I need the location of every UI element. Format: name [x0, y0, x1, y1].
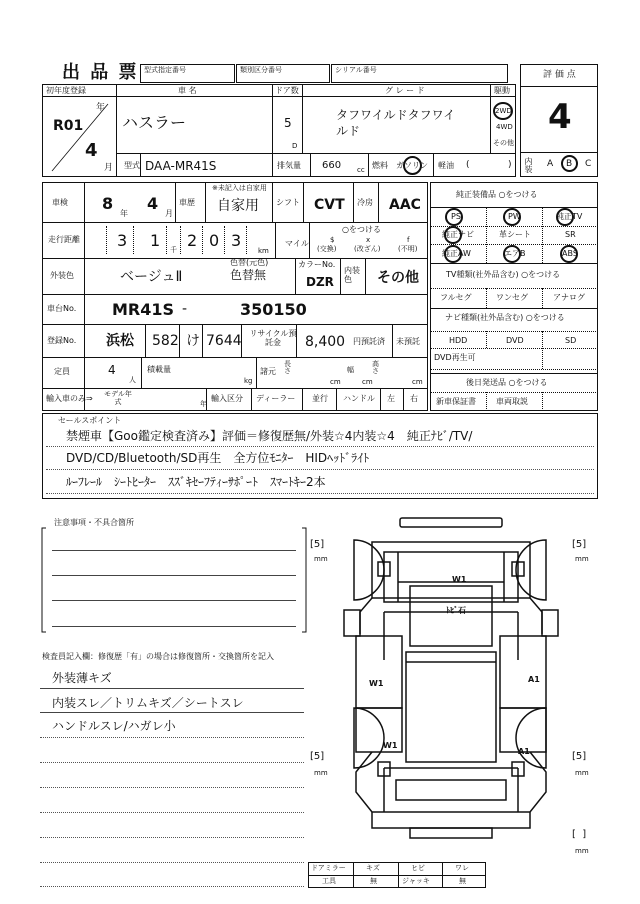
- equip-airbag-circle: [503, 245, 521, 263]
- equip-pw: PW: [508, 212, 521, 221]
- tread-fl-mm: mm: [314, 555, 328, 563]
- year-value: R01: [53, 118, 84, 134]
- distance-digit-3: 2: [187, 231, 198, 250]
- distance-km: km: [258, 247, 269, 255]
- shareki-note: ※未記入は自家用: [212, 184, 267, 192]
- inspector-label: 検査員記入欄：修復歴「有」の場合は修復箇所・交換箇所を記入: [42, 652, 274, 661]
- chassis-dash: -: [182, 301, 188, 317]
- damage-w1-left: W1: [369, 679, 384, 688]
- month-unit: 月: [104, 163, 114, 173]
- car-diagram: [300, 512, 600, 862]
- equip-tv-circle: [556, 208, 574, 226]
- navi-hdd: HDD: [449, 336, 468, 345]
- reg-label: 登録No.: [47, 336, 77, 345]
- drive-4wd: 4WD: [496, 123, 513, 131]
- capacity-value: 4: [108, 363, 116, 377]
- legend-tool: 工具: [322, 877, 336, 885]
- shamei-label: 車 名: [178, 86, 197, 95]
- import-heiko: 並行: [312, 394, 328, 403]
- damage-w1-rear: W1: [383, 741, 398, 750]
- exch2-label: (改ざん): [354, 245, 381, 253]
- naisou-label: 内装: [524, 157, 533, 173]
- hyoka-value: 4: [548, 97, 572, 137]
- legend-mirror: ドアミラー: [311, 864, 346, 872]
- tread-spare-mm: mm: [575, 847, 589, 855]
- caution-label: 注意事項・不具合箇所: [54, 518, 134, 527]
- tread-rl: [5]: [310, 751, 325, 762]
- grade-line2: ルド: [336, 124, 361, 138]
- width-label: 幅: [347, 366, 354, 374]
- year-unit: 年: [96, 103, 106, 113]
- tv-fullseg: フルセグ: [440, 293, 472, 302]
- after-manual: 車両取説: [496, 397, 528, 406]
- distance-label: 走行距離: [48, 235, 80, 244]
- color-label: 外装色: [50, 271, 74, 280]
- form-title: 出 品 票: [62, 62, 139, 83]
- distance-digit-1: 3: [117, 231, 128, 250]
- legend-kizu: キズ: [366, 864, 380, 872]
- grade-line1: タフワイルドタフワイ: [336, 108, 456, 122]
- tv-analog: アナログ: [553, 293, 585, 302]
- exch2: x: [366, 236, 371, 244]
- equip-sr: SR: [565, 230, 576, 239]
- reibo-label: 冷房: [357, 198, 373, 207]
- equip-aw-circle: [444, 245, 462, 263]
- interior-color-value: その他: [377, 270, 419, 286]
- len-label: 長さ: [284, 360, 291, 375]
- doors-label: ドア数: [275, 86, 299, 95]
- haiki-label: 排気量: [277, 161, 301, 170]
- sales-line3: ﾙｰﾌﾚｰﾙ ｼｰﾄﾋｰﾀｰ ｽｽﾞｷｾｰﾌﾃｨｰｻﾎﾟｰﾄ ｽﾏｰﾄｷｰ2本: [66, 475, 326, 489]
- equip-abs: ABS: [562, 249, 578, 258]
- recycle-value: 8,400: [305, 334, 346, 350]
- hyoka-label: 評 価 点: [543, 70, 576, 80]
- legend-jack: ジャッキ: [402, 877, 430, 885]
- equip-aw: 純正AW: [442, 249, 471, 258]
- orig-color-value: 色替無: [230, 268, 267, 282]
- color-no-label: カラーNo.: [298, 260, 336, 269]
- interior-color-label: 内装色: [344, 266, 360, 284]
- shaken-month: 4: [147, 194, 159, 213]
- navi-sd: SD: [565, 336, 577, 345]
- after-title: 後日発送品 ○をつける: [466, 378, 548, 387]
- import-dealer: ディーラー: [256, 394, 296, 403]
- note-item-3: ハンドルスレ/ハガレ小: [52, 719, 176, 733]
- tv-oneseg: ワンセグ: [496, 293, 528, 302]
- model-year-unit: 年: [200, 400, 207, 408]
- distance-digit-2: 1: [150, 231, 161, 250]
- tread-rl-mm: mm: [314, 769, 328, 777]
- model-year-label: モデル年式: [104, 390, 132, 406]
- tread-spare: [ ]: [572, 829, 587, 840]
- navi-title: ナビ種類(社外品含む) ○をつける: [445, 313, 565, 322]
- load-kg: kg: [244, 377, 253, 385]
- mark-note: ○をつける: [342, 225, 381, 234]
- katashiki-label: 型式指定番号: [144, 66, 186, 74]
- damage-a1-rear: A1: [518, 747, 530, 756]
- tv-title: TV種類(社外品含む) ○をつける: [446, 270, 561, 279]
- equip-tv: 純正TV: [556, 212, 583, 221]
- tread-fr-mm: mm: [575, 555, 589, 563]
- distance-digit-5: 3: [231, 231, 242, 250]
- recycle-none: 未預託: [396, 337, 420, 346]
- month-value: 4: [85, 140, 98, 161]
- kudo-label: 駆動: [494, 86, 510, 95]
- sales-label: セールスポイント: [58, 416, 122, 425]
- shaken-year-unit: 年: [120, 209, 128, 218]
- capacity-label: 定員: [54, 367, 70, 376]
- color-value: ベージュⅡ: [120, 269, 183, 285]
- import-kubun-label: 輸入区分: [211, 394, 243, 403]
- tread-fl: [5]: [310, 539, 325, 550]
- chassis-label: 車台No.: [47, 304, 77, 313]
- naisou-c: C: [585, 159, 592, 169]
- reg-place: 浜松: [106, 333, 134, 349]
- damage-stone: ﾄﾋﾞ石: [446, 606, 466, 615]
- equip-title: 純正装備品 ○をつける: [456, 190, 538, 199]
- exch3: f: [407, 236, 410, 244]
- grade-label: グ レ ー ド: [385, 86, 425, 95]
- equip-navi-circle: [444, 226, 462, 244]
- dvd-label: DVD再生可: [434, 353, 476, 362]
- distance-digit-4: 0: [209, 231, 220, 250]
- exch3-label: (不明): [398, 245, 418, 253]
- recycle-unit: 円預託済: [353, 337, 385, 346]
- load-label: 積載量: [147, 365, 171, 374]
- reg-class: 582: [152, 333, 179, 349]
- shareki-value: 自家用: [217, 198, 259, 214]
- reg-kana: け: [186, 333, 200, 349]
- katashiki-label2: 型式: [124, 161, 140, 170]
- fuel-paren-r: ): [508, 160, 512, 170]
- legend-ware: ワレ: [455, 864, 469, 872]
- equip-airbag: エアB: [504, 249, 526, 258]
- shaken-label: 車検: [52, 198, 68, 207]
- reg-number: 7644: [206, 333, 242, 349]
- drive-2wd: 2WD: [495, 107, 512, 115]
- shaken-month-unit: 月: [165, 209, 173, 218]
- handle-right: 右: [410, 394, 418, 403]
- exch1-label: (交換): [317, 245, 337, 253]
- model-code: DAA-MR41S: [145, 159, 217, 173]
- shift-value: CVT: [314, 197, 345, 213]
- height-cm: cm: [412, 378, 423, 386]
- equip-pw-circle: [503, 208, 521, 226]
- fuel-gas: ガソリン: [396, 161, 428, 170]
- sales-line1: 禁煙車【Goo鑑定検査済み】評価＝修復歴無/外装☆4内装☆4 純正ﾅﾋﾞ/TV/: [66, 429, 473, 443]
- color-no-value: DZR: [306, 275, 334, 289]
- damage-a1-right: A1: [528, 675, 540, 684]
- car-name: ハスラー: [122, 113, 187, 132]
- handle-label: ハンドル: [343, 394, 375, 403]
- legend-jack-value: 無: [459, 877, 466, 885]
- tread-fr: [5]: [572, 539, 587, 550]
- dim-label: 諸元: [260, 367, 276, 376]
- caution-bracket: [40, 520, 310, 640]
- fuel-paren-l: (: [466, 160, 470, 170]
- shareki-label: 車歴: [179, 198, 195, 207]
- naisou-b: B: [566, 159, 573, 169]
- equip-abs-circle: [560, 245, 578, 263]
- handle-left: 左: [387, 394, 395, 403]
- reibo-value: AAC: [389, 197, 421, 213]
- serial-label: シリアル番号: [335, 66, 377, 74]
- equip-leather: 革シート: [499, 230, 531, 239]
- equip-navi: 純正ナビ: [442, 230, 474, 239]
- fuel-label: 燃料: [372, 161, 388, 170]
- naisou-b-circle: [561, 155, 578, 172]
- chassis-model: MR41S: [112, 300, 175, 319]
- detail-box: [42, 182, 428, 411]
- shaken-year: 8: [102, 194, 114, 213]
- drive-other: その他: [493, 139, 514, 147]
- equip-ps-circle: [445, 208, 463, 226]
- drive-2wd-circle: [493, 102, 513, 120]
- import-label: 輸入車のみ⇒: [46, 394, 93, 403]
- shift-label: シフト: [276, 198, 300, 207]
- damage-w1-front: W1: [452, 575, 467, 584]
- equip-ps: PS: [451, 212, 461, 221]
- recycle-label: リサイクル預託金: [249, 329, 297, 347]
- doors-unit: D: [292, 142, 298, 150]
- legend-hibi: ヒビ: [411, 864, 425, 872]
- distance-sen: 千: [170, 246, 177, 254]
- navi-dvd: DVD: [506, 336, 524, 345]
- sales-line2: DVD/CD/Bluetooth/SD再生 全方位ﾓﾆﾀｰ HIDﾍｯﾄﾞﾗｲﾄ: [66, 451, 370, 465]
- ruibetsu-label: 類別区分番号: [240, 66, 282, 74]
- shonendo-label: 初年度登録: [46, 86, 86, 95]
- note-item-2: 内装スレ／トリムキズ／シートスレ: [52, 696, 244, 710]
- legend-tool-value: 無: [370, 877, 377, 885]
- cc-unit: cc: [357, 166, 365, 174]
- len-cm: cm: [330, 378, 341, 386]
- width-cm: cm: [362, 378, 373, 386]
- chassis-number: 350150: [240, 300, 307, 319]
- height-label: 高さ: [372, 360, 379, 375]
- naisou-a: A: [547, 159, 554, 169]
- exch1: $: [330, 236, 335, 244]
- orig-color-label: 色替(元色): [230, 258, 269, 267]
- tread-rr: [5]: [572, 751, 587, 762]
- fuel-gas-circle: [403, 156, 422, 175]
- displacement-value: 660: [322, 160, 342, 171]
- fuel-diesel: 軽油: [438, 161, 454, 170]
- after-warranty: 新車保証書: [436, 397, 476, 406]
- mile-label: マイル: [285, 239, 309, 248]
- capacity-unit: 人: [129, 376, 136, 384]
- note-item-1: 外装薄キズ: [52, 671, 112, 685]
- tread-rr-mm: mm: [575, 769, 589, 777]
- doors-value: 5: [284, 116, 292, 130]
